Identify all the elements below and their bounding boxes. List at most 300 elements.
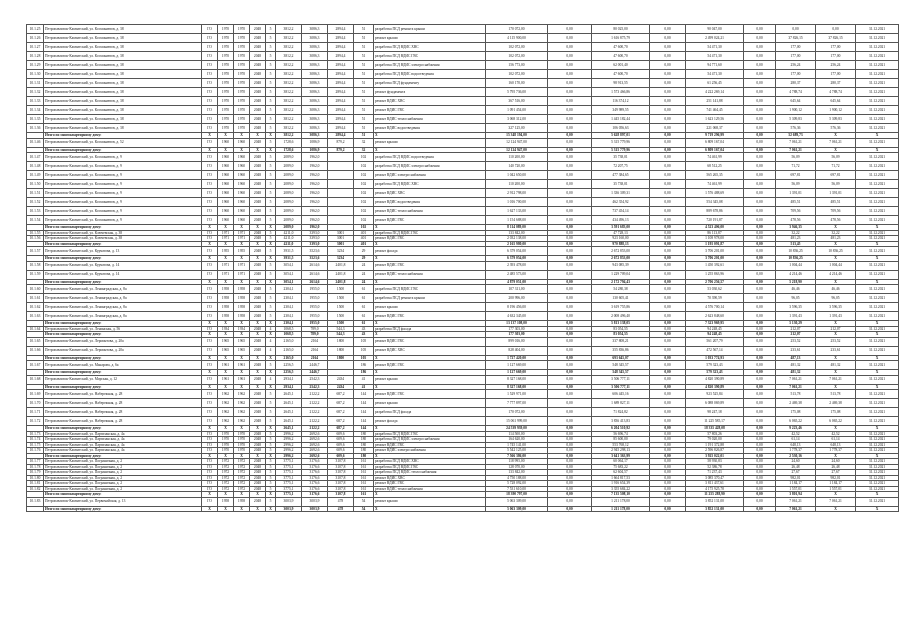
table-cell: X <box>202 384 218 390</box>
table-cell: 2 469,38 <box>776 399 816 408</box>
table-cell: 1970 <box>218 61 234 70</box>
table-cell: 355 836,86 <box>592 346 650 355</box>
table-cell: X <box>816 321 856 327</box>
table-cell: 0,00 <box>650 162 686 171</box>
table-cell: 0,00 <box>548 332 592 338</box>
table-cell: 13 137 108,00 <box>486 321 548 327</box>
table-cell: X <box>234 321 250 327</box>
table-cell: 3 591 683,00 <box>592 225 650 231</box>
table-cell: 10.1.48 <box>27 162 44 171</box>
table-cell: 2122,2 <box>302 399 328 408</box>
table-cell: 0,00 <box>548 88 592 97</box>
table-cell: 110 200,00 <box>486 180 548 189</box>
table-cell: ГО <box>202 294 218 303</box>
table-cell: 8 114 089,00 <box>486 225 548 231</box>
table-cell: 31.12.2021 <box>856 470 899 476</box>
table-cell: X <box>218 256 234 262</box>
table-cell: 177 303,00 <box>486 332 548 338</box>
table-cell: 5 130,29 <box>776 321 816 327</box>
table-cell: 0,00 <box>650 370 686 376</box>
table-cell: 2934,1 <box>276 384 302 390</box>
table-cell: X <box>816 256 856 262</box>
table-cell: 3086,3 <box>302 115 328 124</box>
table-cell: 2 165 980,00 <box>486 241 548 247</box>
table-cell: 0,00 <box>548 171 592 180</box>
table-cell: X <box>856 279 899 285</box>
table-row <box>27 390 899 399</box>
table-cell: 4 115 900,00 <box>486 34 548 43</box>
table-cell: Петропавловск-Камчатский, ул. Космонавтов, д. 9 <box>44 216 202 225</box>
table-cell: 10.1.34 <box>27 106 44 115</box>
table-cell: ГО <box>202 43 218 52</box>
table-cell: X <box>218 426 234 432</box>
table-cell: 10.1.76 <box>27 448 44 454</box>
table-cell: 80 025,00 <box>592 25 650 34</box>
table-cell: X <box>250 241 266 247</box>
table-cell: X <box>234 225 250 231</box>
table-cell: 0,00 <box>650 390 686 399</box>
table-cell: 561 207,79 <box>686 337 744 346</box>
table-cell: ГО <box>202 470 218 476</box>
table-cell: X <box>856 355 899 361</box>
table-cell: X <box>250 355 266 361</box>
table-cell: 709,56 <box>816 207 856 216</box>
table-cell: X <box>816 426 856 432</box>
table-cell: ГО <box>202 88 218 97</box>
table-cell: 94 771,60 <box>686 61 744 70</box>
table-cell: 1 745 141,00 <box>486 442 548 448</box>
table-row <box>27 43 899 52</box>
table-cell: 51 <box>354 70 374 79</box>
table-row <box>27 303 899 312</box>
table-cell: 51 <box>354 61 374 70</box>
table-cell: X <box>234 506 250 512</box>
table-cell: X <box>250 426 266 432</box>
table-cell: 2048 <box>250 236 266 242</box>
table-cell: 1 127 669,00 <box>486 370 548 376</box>
table-cell: 2996,2 <box>276 442 302 448</box>
table-cell: 24,60 <box>816 459 856 465</box>
table-cell: Петропавловск-Камчатский, ул. Курчатова, д. 14 <box>44 261 202 270</box>
table-cell: 83 054,55 <box>592 332 650 338</box>
table-cell: 0,00 <box>548 475 592 481</box>
table-cell: 133 842,00 <box>486 230 548 236</box>
table-cell <box>328 361 354 370</box>
table-cell: ГО <box>202 390 218 399</box>
table-cell: 6 379 054,00 <box>486 247 548 256</box>
table-cell: ГО <box>202 106 218 115</box>
table-cell: 5 218,90 <box>776 279 816 285</box>
table-cell: 1972 <box>218 486 234 492</box>
table-cell: 1 391,43 <box>816 312 856 321</box>
table-cell: 5 <box>266 171 276 180</box>
table-cell: X <box>234 384 250 390</box>
table-cell: 233,61 <box>776 346 816 355</box>
table-cell: 1962 <box>234 399 250 408</box>
table-cell: 10.1.75 <box>27 442 44 448</box>
table-cell: 3812,2 <box>276 106 302 115</box>
table-cell: разработка ПСД ВДИС ГВС <box>374 464 486 470</box>
table-cell: Петропавловск-Камчатский, ул. Космонавтов, д. 38 <box>44 25 202 34</box>
table-cell: 5 315 779,96 <box>592 138 650 147</box>
table-cell: ГО <box>202 180 218 189</box>
table-cell: 4211,0 <box>276 230 302 236</box>
table-cell: 2089,0 <box>276 171 302 180</box>
table-cell: 10.1.32 <box>27 88 44 97</box>
table-cell: 0,00 <box>744 207 776 216</box>
table-cell: 3775,1 <box>276 459 302 465</box>
table-cell: X <box>856 426 899 432</box>
table-cell: 687,2 <box>328 399 354 408</box>
table-cell: 31.12.2021 <box>856 486 899 492</box>
table-cell: 61,14 <box>776 437 816 443</box>
table-cell: 37 826,15 <box>776 34 816 43</box>
table-row <box>27 70 899 79</box>
table-cell: 0,00 <box>548 370 592 376</box>
table-cell: 0,00 <box>744 312 776 321</box>
table-cell: X <box>266 279 276 285</box>
table-cell: 0,00 <box>744 236 776 242</box>
table-cell: 2542,3 <box>302 375 328 384</box>
table-cell: разработка ПСД фасада <box>374 326 486 332</box>
table-cell: 2048 <box>250 261 266 270</box>
table-cell: 5 <box>266 486 276 492</box>
table-cell: 51 <box>354 97 374 106</box>
table-cell: X <box>218 241 234 247</box>
table-cell: 1 664 817,53 <box>592 475 650 481</box>
table-cell: 1934 <box>234 326 250 332</box>
table-cell: 3 619 755,86 <box>592 303 650 312</box>
table-cell: 2304,1 <box>276 285 302 294</box>
table-cell: 2048 <box>250 115 266 124</box>
table-row <box>27 247 899 256</box>
table-cell: 2048 <box>250 464 266 470</box>
table-cell: 94 248,45 <box>686 332 744 338</box>
table-cell: 2996,2 <box>276 431 302 437</box>
table-cell: 61 <box>354 303 374 312</box>
table-cell: 31.12.2021 <box>856 70 899 79</box>
table-cell: 0,00 <box>744 355 776 361</box>
table-cell: 31.12.2021 <box>856 417 899 426</box>
table-cell: 0,00 <box>650 225 686 231</box>
table-cell: 1962,0 <box>302 171 328 180</box>
table-cell: X <box>856 147 899 153</box>
table-cell: ГО <box>202 337 218 346</box>
table-cell: X <box>816 384 856 390</box>
table-cell: X <box>266 384 276 390</box>
table-cell: разработка ПСД ВДИС водоотведения <box>374 70 486 79</box>
table-cell: 6 809 167,04 <box>686 138 744 147</box>
table-cell: Итого по многоквартирному дому: <box>44 321 202 327</box>
table-cell: 2434 <box>328 375 354 384</box>
table-cell: 1970 <box>218 115 234 124</box>
table-cell: 737 454,14 <box>592 207 650 216</box>
table-cell: ремонт ВДИС теплоснабжения <box>374 115 486 124</box>
table-cell: 2 032 138,00 <box>486 236 548 242</box>
table-cell: ГО <box>202 475 218 481</box>
table-cell: 102 072,00 <box>486 43 548 52</box>
table-cell: 2614,6 <box>302 270 328 279</box>
table-cell: 401 <box>354 236 374 242</box>
table-cell: X <box>234 426 250 432</box>
table-cell: X <box>856 492 899 498</box>
table-cell: 3107,8 <box>328 459 354 465</box>
table-cell: 186 <box>354 370 374 376</box>
table-cell: 0,00 <box>650 285 686 294</box>
table-cell: 5 <box>266 88 276 97</box>
table-cell: 1 127 669,00 <box>486 361 548 370</box>
table-cell: 42,52 <box>776 431 816 437</box>
table-cell: 29 <box>354 247 374 256</box>
table-cell: 10.1.82 <box>27 486 44 492</box>
table-cell: 7 531 610,00 <box>486 486 548 492</box>
table-cell: 1 778,37 <box>776 448 816 454</box>
table-cell: X <box>266 225 276 231</box>
table-cell: 31.12.2021 <box>856 180 899 189</box>
table-cell: 31.12.2021 <box>856 61 899 70</box>
table-cell: 0,00 <box>744 61 776 70</box>
table-cell: 2048 <box>250 399 266 408</box>
table-cell: 1962 <box>218 399 234 408</box>
table-cell: Петропавловск-Камчатский, ул. Космонавтов, д. 38 <box>44 88 202 97</box>
table-cell: 5 <box>266 34 276 43</box>
table-cell: X <box>202 355 218 361</box>
table-cell: 3 506 777,11 <box>592 384 650 390</box>
table-cell: X <box>234 370 250 376</box>
table-cell: Петропавловск-Камчатский, ул. Космонавтов, д. 9 <box>44 189 202 198</box>
table-cell: X <box>218 147 234 153</box>
table-cell: 177,00 <box>776 43 816 52</box>
table-cell: 54 471,30 <box>686 43 744 52</box>
table-cell: 1970 <box>218 25 234 34</box>
table-cell: 54 471,30 <box>686 52 744 61</box>
table-cell: 10.1.33 <box>27 97 44 106</box>
table-cell: 3086,3 <box>302 124 328 133</box>
table-cell: 102 <box>354 207 374 216</box>
table-cell: 2048 <box>250 153 266 162</box>
table-cell: 161 <box>354 492 374 498</box>
table-row <box>27 79 899 88</box>
table-cell: 2048 <box>250 337 266 346</box>
table-cell: 1972 <box>234 475 250 481</box>
table-cell: 0,00 <box>650 61 686 70</box>
table-cell: 0,00 <box>650 399 686 408</box>
table-cell: 47 728,13 <box>592 230 650 236</box>
table-cell: 0,00 <box>650 247 686 256</box>
table-cell: 128 070,00 <box>486 464 548 470</box>
table-cell: 1962,0 <box>302 207 328 216</box>
table-cell: X <box>202 492 218 498</box>
table-cell: 61 <box>354 294 374 303</box>
table-cell: 2894,4 <box>328 97 354 106</box>
table-cell: 3086,3 <box>302 133 328 139</box>
table-cell: ГО <box>202 25 218 34</box>
table-cell: 0,00 <box>650 448 686 454</box>
table-cell: 2304,1 <box>276 321 302 327</box>
table-cell: 2048 <box>250 88 266 97</box>
table-cell: 3234 <box>328 256 354 262</box>
table-cell: 4 214,46 <box>776 270 816 279</box>
table-cell: 5 <box>266 448 276 454</box>
table-cell: 61 <box>354 321 374 327</box>
table-cell: X <box>856 133 899 139</box>
table-cell: 161 <box>354 475 374 481</box>
table-cell: Итого по многоквартирному дому: <box>44 133 202 139</box>
table-cell: Петропавловск-Камчатский, ул. Космонавтов, д. 9 <box>44 198 202 207</box>
table-cell: 31.12.2021 <box>856 337 899 346</box>
table-cell: 1970 <box>234 61 250 70</box>
table-cell: 56 696,74 <box>592 431 650 437</box>
table-cell: X <box>266 332 276 338</box>
table-cell: 1960 <box>218 171 234 180</box>
table-cell: 10.1.31 <box>27 79 44 88</box>
table-cell: 1 573 466,86 <box>592 88 650 97</box>
table-cell: 0,00 <box>650 417 686 426</box>
table-cell: 889 678,86 <box>686 207 744 216</box>
table-cell: 1965 <box>234 337 250 346</box>
table-cell: X <box>266 321 276 327</box>
table-cell: ремонт ВДИС ГВС <box>374 312 486 321</box>
table-cell: 5 <box>266 417 276 426</box>
table-cell: 687,2 <box>328 408 354 417</box>
table-cell: 0,00 <box>548 399 592 408</box>
table-cell: 32,22 <box>816 230 856 236</box>
table-cell <box>328 216 354 225</box>
table-cell: X <box>374 355 486 361</box>
table-cell: 0,00 <box>650 279 686 285</box>
table-cell: 1970 <box>218 431 234 437</box>
table-cell: 10.1.63 <box>27 312 44 321</box>
table-cell: X <box>374 241 486 247</box>
table-cell: 0,00 <box>744 115 776 124</box>
table-row <box>27 180 899 189</box>
table-cell: 0,00 <box>744 346 776 355</box>
table-cell: 0,00 <box>650 361 686 370</box>
table-cell: 31.12.2021 <box>856 88 899 97</box>
table-cell: 2089,0 <box>276 180 302 189</box>
table-cell: Петропавловск-Камчатский, ул. Космонавтов, д. 38 <box>44 34 202 43</box>
table-cell: 3812,2 <box>276 61 302 70</box>
table-cell: 1962 <box>234 390 250 399</box>
table-cell: 0,00 <box>548 147 592 153</box>
table-cell: 4 576 700,14 <box>686 303 744 312</box>
table-cell: 1962,0 <box>302 180 328 189</box>
table-cell: 2048 <box>250 417 266 426</box>
table-cell: ГО <box>202 448 218 454</box>
table-cell: 144 <box>354 390 374 399</box>
table-cell: ГО <box>202 312 218 321</box>
table-cell: Петропавловск-Камчатский, ул. Космонавтов, д. 9 <box>44 171 202 180</box>
table-cell: 8 327 168,00 <box>486 384 548 390</box>
table-cell: 280,37 <box>816 79 856 88</box>
table-cell: 61 <box>354 285 374 294</box>
table-cell: ремонт ВДИС ГВС <box>374 216 486 225</box>
table-row <box>27 198 899 207</box>
table-cell: Петропавловск-Камчатский, ул. Пограничная, д. 2 <box>44 459 202 465</box>
table-cell: 2434 <box>328 384 354 390</box>
table-cell: 0,00 <box>650 153 686 162</box>
table-cell: 7 777 897,00 <box>486 399 548 408</box>
table-row <box>27 497 899 506</box>
table-cell: 481,32 <box>776 370 816 376</box>
table-cell: 221 068,37 <box>686 124 744 133</box>
table-cell: 68 512,25 <box>686 162 744 171</box>
table-cell: 102 <box>354 162 374 171</box>
table-cell: 10.1.77 <box>27 459 44 465</box>
table-cell: 5 795 736,00 <box>486 88 548 97</box>
table-cell: 2165,0 <box>276 355 302 361</box>
table-cell: 5 <box>266 124 276 133</box>
table-cell: 5 <box>266 153 276 162</box>
table-cell: 0,00 <box>744 337 776 346</box>
table-cell: Петропавловск-Камчатский, ул. Космонавтов, д. 38 <box>44 106 202 115</box>
table-cell: 1 529 971,00 <box>486 390 548 399</box>
table-cell: Петропавловск-Камчатский, ул. Курчатова, д. 13 <box>44 247 202 256</box>
table-cell: 2089,0 <box>276 189 302 198</box>
table-cell: 0,00 <box>744 442 776 448</box>
table-cell: 1 391,01 <box>776 189 816 198</box>
table-cell: 1960 <box>218 189 234 198</box>
table-cell: 1970 <box>218 124 234 133</box>
table-cell: 1970 <box>218 88 234 97</box>
table-cell: 5 063 309,00 <box>486 497 548 506</box>
table-cell: 3812,2 <box>276 52 302 61</box>
table-cell: X <box>234 492 250 498</box>
table-cell: 114 500,00 <box>486 431 548 437</box>
table-cell: 1960 <box>234 171 250 180</box>
table-cell: 180 <box>354 453 374 459</box>
table-cell: 31.12.2021 <box>856 153 899 162</box>
table-cell: 0,00 <box>650 375 686 384</box>
table-cell: 606 445,16 <box>592 390 650 399</box>
table-cell: 10.1.70 <box>27 399 44 408</box>
table-cell: X <box>234 147 250 153</box>
table-cell: 4211,0 <box>276 236 302 242</box>
table-cell: 74 461,99 <box>686 153 744 162</box>
table-cell: 0,00 <box>548 384 592 390</box>
table-cell: 5 <box>266 52 276 61</box>
table-cell: 3812,2 <box>276 25 302 34</box>
table-cell: 0,00 <box>650 133 686 139</box>
table-cell: X <box>374 256 486 262</box>
table-cell: 3086,3 <box>302 106 328 115</box>
table-cell: 31.12.2021 <box>856 481 899 487</box>
table-cell: 31.12.2021 <box>856 138 899 147</box>
table-cell: 481,23 <box>816 236 856 242</box>
table-cell: 472 567,14 <box>686 346 744 355</box>
table-cell: 102 <box>354 180 374 189</box>
table-cell: X <box>250 133 266 139</box>
table-cell: 51 <box>354 43 374 52</box>
table-cell: 2048 <box>250 294 266 303</box>
table-cell: X <box>816 453 856 459</box>
table-cell: X <box>250 453 266 459</box>
table-cell: 0,00 <box>548 361 592 370</box>
table-cell: 1971 <box>218 236 234 242</box>
table-cell: 0,00 <box>650 52 686 61</box>
table-cell: 31.12.2021 <box>856 171 899 180</box>
table-cell: X <box>250 384 266 390</box>
table-cell: 54 471,30 <box>686 70 744 79</box>
table-cell: 10.1.28 <box>27 52 44 61</box>
table-cell: 1970 <box>234 437 250 443</box>
table-cell: 1962 <box>218 408 234 417</box>
table-cell: X <box>266 133 276 139</box>
table-cell: X <box>816 492 856 498</box>
table-cell: 10.1.55 <box>27 230 44 236</box>
table-cell: 51 <box>354 106 374 115</box>
table-cell: 2048 <box>250 448 266 454</box>
